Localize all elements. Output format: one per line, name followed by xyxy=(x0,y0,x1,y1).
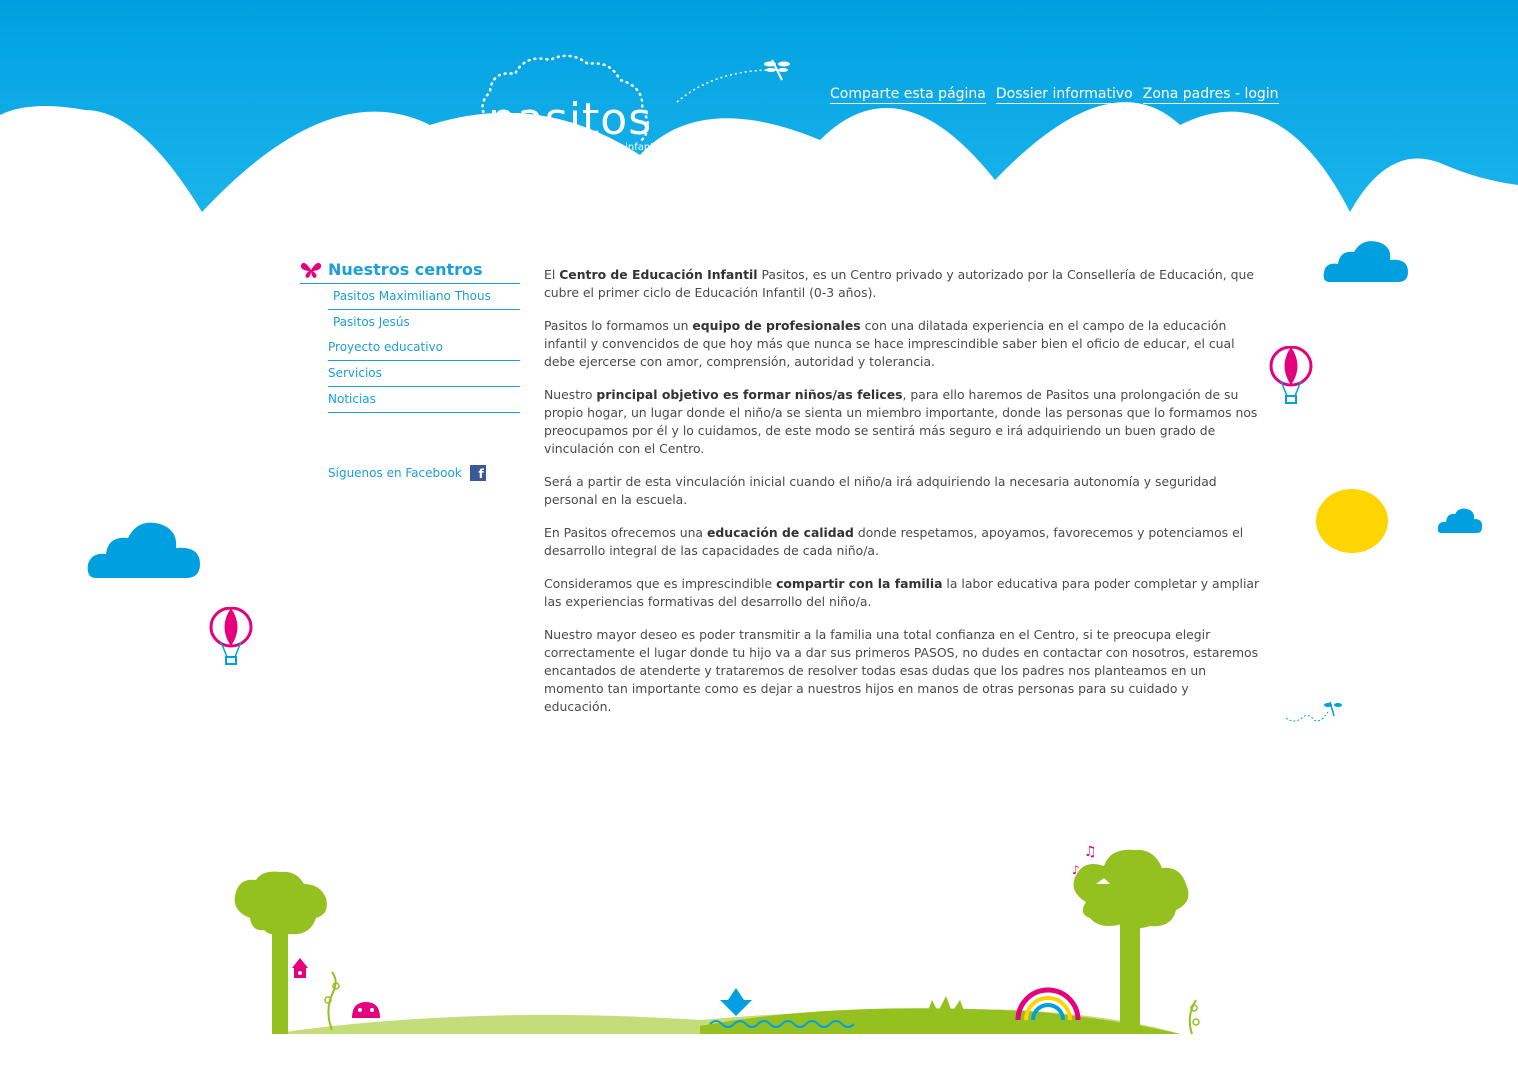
sidebar-item-jesus[interactable]: Pasitos Jesús xyxy=(333,315,410,329)
family-paragraph xyxy=(544,575,1260,611)
text: , para ello haremos de Pasitos una prolongación de su propio hogar, un lugar donde el niño/a se sienta un miembro importante, donde las personas que lo formamos nos preocupamos por él y lo cuidamos, de este modo se sentirá más seguro e irá adquiriendo un buen grado de vinculación con el Centro. xyxy=(544,387,1258,456)
text: Pasitos lo formamos un xyxy=(544,318,693,333)
share-page-link[interactable]: Comparte esta página xyxy=(830,86,986,102)
sidebar-title[interactable] xyxy=(300,260,520,284)
emphasis: Centro de Educación Infantil xyxy=(559,267,758,282)
text: con una dilatada experiencia en el campo de la educación infantil y convencidos de que hoy más que nunca se hace imprescindible saber bien el oficio de educar, el cual debe ejercerse con amor, comprensión, autoridad y tolerancia. xyxy=(544,318,1235,369)
team-paragraph xyxy=(544,317,1260,371)
landscape-illustration xyxy=(220,840,1220,1040)
butterfly-icon xyxy=(300,261,322,279)
svg-text:♪: ♪ xyxy=(1072,863,1080,877)
logo[interactable] xyxy=(470,52,660,162)
quality-paragraph xyxy=(544,524,1260,560)
autonomy-paragraph: Será a partir de esta vinculación inicial cuando el niño/a irá adquiriendo la necesaria autonomía y seguridad personal en la escuela. xyxy=(544,474,1217,507)
text: Nuestro xyxy=(544,387,597,402)
cloud-icon xyxy=(1437,507,1483,535)
sidebar-item-maximiliano-thous[interactable]: Pasitos Maximiliano Thous xyxy=(328,284,520,310)
logo-wordmark: pasitos xyxy=(488,94,653,145)
svg-text:♫: ♫ xyxy=(1084,844,1097,860)
emphasis: compartir con la familia xyxy=(776,576,943,591)
parents-login-link[interactable]: Zona padres - login xyxy=(1142,86,1279,102)
emphasis: equipo de profesionales xyxy=(692,318,861,333)
sidebar-menu xyxy=(300,284,520,413)
hot-air-balloon-icon xyxy=(1268,346,1314,406)
trust-paragraph: Nuestro mayor deseo es poder transmitir a la familia una total confianza en el Centro, si te preocupa elegir correctamente el lugar donde tu hijo va a dar sus primeros PASOS, no dudes en contactar con nosotros, estaremos encantados de atenderte y trataremos de resolver todas esas dudas que los padres nos planteamos en un momento tan importante como es dejar a nuestros hijos en manos de otras personas para su cuidado y educación. xyxy=(544,627,1259,714)
intro-paragraph xyxy=(544,266,1260,302)
facebook-follow-label: Síguenos en Facebook xyxy=(328,466,462,480)
sidebar xyxy=(300,260,520,481)
sidebar-item-servicios[interactable]: Servicios xyxy=(328,361,520,387)
text: Pasitos, es un Centro privado y autorizado por la Consellería de Educación, que cubre el primer ciclo de Educación Infantil (0-3 años). xyxy=(544,267,1254,300)
emphasis: educación de calidad xyxy=(706,525,854,540)
top-navigation xyxy=(830,86,1279,104)
text: la labor educativa para poder completar y ampliar las experiencias formativas del desarrollo del niño/a. xyxy=(544,576,1260,609)
text: Consideramos que es imprescindible xyxy=(544,576,777,591)
facebook-icon: f xyxy=(470,465,486,481)
sidebar-title-label: Nuestros centros xyxy=(328,260,483,279)
sun-icon xyxy=(1315,488,1389,554)
sky-header-background xyxy=(0,0,1518,230)
dragonfly-icon xyxy=(672,52,802,107)
facebook-follow-link[interactable] xyxy=(328,465,520,481)
emphasis: principal objetivo es formar niños/as felices xyxy=(596,387,903,402)
dossier-link[interactable]: Dossier informativo xyxy=(995,86,1133,102)
cloud-icon xyxy=(1322,238,1410,284)
dragonfly-icon xyxy=(1284,698,1346,728)
sidebar-item-noticias[interactable]: Noticias xyxy=(328,387,520,413)
text: En Pasitos ofrecemos una xyxy=(544,525,707,540)
text: El xyxy=(544,267,560,282)
text: donde respetamos, apoyamos, favorecemos y potenciamos el desarrollo integral de las capacidades de cada niño/a. xyxy=(544,525,1244,558)
cloud-icon xyxy=(86,518,202,580)
objective-paragraph xyxy=(544,386,1260,458)
logo-tagline: centro de educación infantil xyxy=(520,142,660,153)
main-content xyxy=(544,266,1260,731)
hot-air-balloon-icon xyxy=(208,607,254,667)
sidebar-item-proyecto-educativo[interactable]: Proyecto educativo xyxy=(328,335,520,361)
